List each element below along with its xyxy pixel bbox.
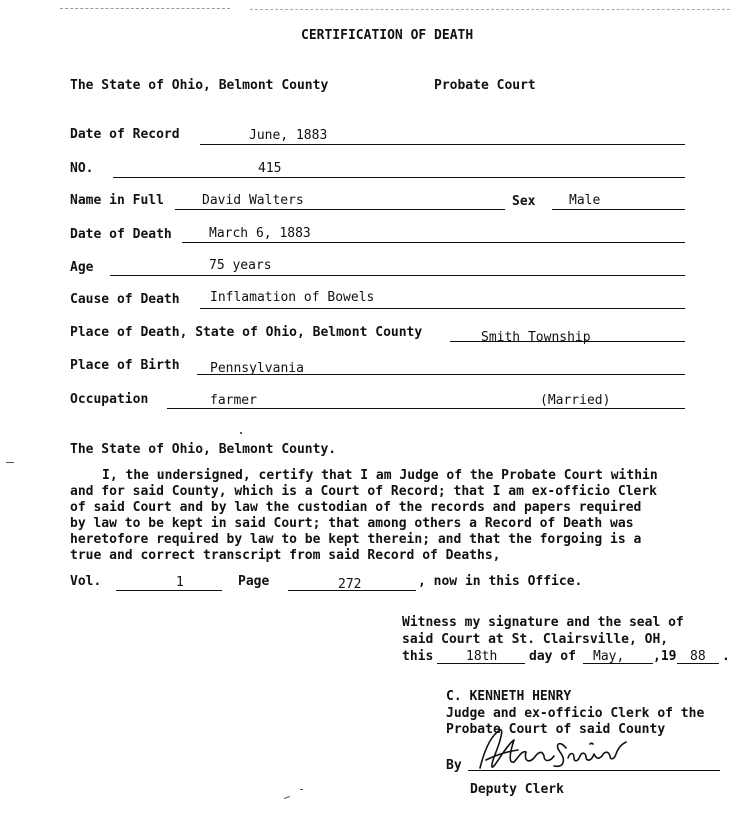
- cause-of-death-line: [200, 308, 685, 309]
- occupation-line: [167, 408, 685, 409]
- judge-title-2: Probate Court of said County: [446, 722, 666, 737]
- scan-speck: [284, 796, 290, 799]
- day-value: 18th: [466, 649, 498, 664]
- date-of-death-line: [182, 242, 685, 243]
- certification-line-3: of said Court and by law the custodian of the records and papers required: [70, 500, 642, 515]
- month-value: May,: [593, 649, 625, 664]
- cause-of-death-label: Cause of Death: [70, 292, 180, 307]
- date-of-death-value: March 6, 1883: [209, 226, 311, 241]
- judge-title-1: Judge and ex-officio Clerk of the: [446, 706, 705, 721]
- judge-name: C. KENNETH HENRY: [446, 689, 572, 704]
- vol-line: [116, 590, 222, 591]
- vol-label: Vol.: [70, 574, 102, 589]
- sex-label: Sex: [512, 194, 536, 209]
- scan-speck: [300, 789, 303, 790]
- occupation-label: Occupation: [70, 392, 149, 407]
- certification-line-5: heretofore required by law to be kept therein; and that the forgoing is a: [70, 532, 642, 547]
- scan-edge-line: [60, 8, 230, 9]
- date-of-record-value: June, 1883: [249, 128, 328, 143]
- year-prefix: ,19: [653, 649, 677, 664]
- certification-line-1: I, the undersigned, certify that I am Judge of the Probate Court within: [102, 468, 658, 483]
- number-line: [113, 177, 685, 178]
- place-of-death-label: Place of Death, State of Ohio, Belmont County: [70, 325, 423, 340]
- sex-line: [552, 209, 685, 210]
- date-of-record-line: [200, 144, 685, 145]
- age-line: [110, 275, 685, 276]
- day-of-label: day of: [529, 649, 576, 664]
- year-value: 88: [690, 649, 706, 664]
- number-label: NO.: [70, 161, 94, 176]
- handwritten-signature: [470, 722, 640, 777]
- office-text: , now in this Office.: [418, 574, 583, 589]
- place-of-birth-value: Pennsylvania: [210, 361, 304, 376]
- number-value: 415: [258, 161, 282, 176]
- page-label: Page: [238, 574, 270, 589]
- certification-line-6: true and correct transcript from said Record of Deaths,: [70, 548, 501, 563]
- name-line: [175, 209, 505, 210]
- scan-speck: [240, 432, 242, 434]
- deputy-clerk-label: Deputy Clerk: [470, 782, 564, 797]
- date-of-record-label: Date of Record: [70, 127, 180, 142]
- place-of-birth-label: Place of Birth: [70, 358, 180, 373]
- age-value: 75 years: [209, 258, 272, 273]
- name-label: Name in Full: [70, 193, 164, 208]
- page-value: 272: [338, 577, 362, 592]
- vol-value: 1: [176, 575, 184, 590]
- age-label: Age: [70, 260, 94, 275]
- sex-value: Male: [569, 193, 601, 208]
- marital-note: (Married): [540, 393, 611, 408]
- document-title: CERTIFICATION OF DEATH: [301, 28, 474, 43]
- scan-edge-line: [250, 9, 730, 10]
- by-label: By: [446, 758, 462, 773]
- witness-line-2: said Court at St. Clairsville, OH,: [402, 632, 669, 647]
- witness-this-label: this: [402, 649, 434, 664]
- court-header: Probate Court: [434, 78, 536, 93]
- witness-period: .: [722, 649, 730, 664]
- certification-line-4: by law to be kept in said Court; that among others a Record of Death was: [70, 516, 634, 531]
- occupation-value: farmer: [210, 393, 257, 408]
- date-of-death-label: Date of Death: [70, 227, 172, 242]
- certification-heading: The State of Ohio, Belmont County.: [70, 442, 337, 457]
- scan-speck: [6, 462, 14, 463]
- certification-line-2: and for said County, which is a Court of Record; that I am ex-officio Clerk: [70, 484, 657, 499]
- state-county-header: The State of Ohio, Belmont County: [70, 78, 329, 93]
- witness-line-1: Witness my signature and the seal of: [402, 615, 684, 630]
- cause-of-death-value: Inflamation of Bowels: [210, 290, 375, 305]
- place-of-death-value: Smith Township: [481, 330, 591, 345]
- name-value: David Walters: [202, 193, 304, 208]
